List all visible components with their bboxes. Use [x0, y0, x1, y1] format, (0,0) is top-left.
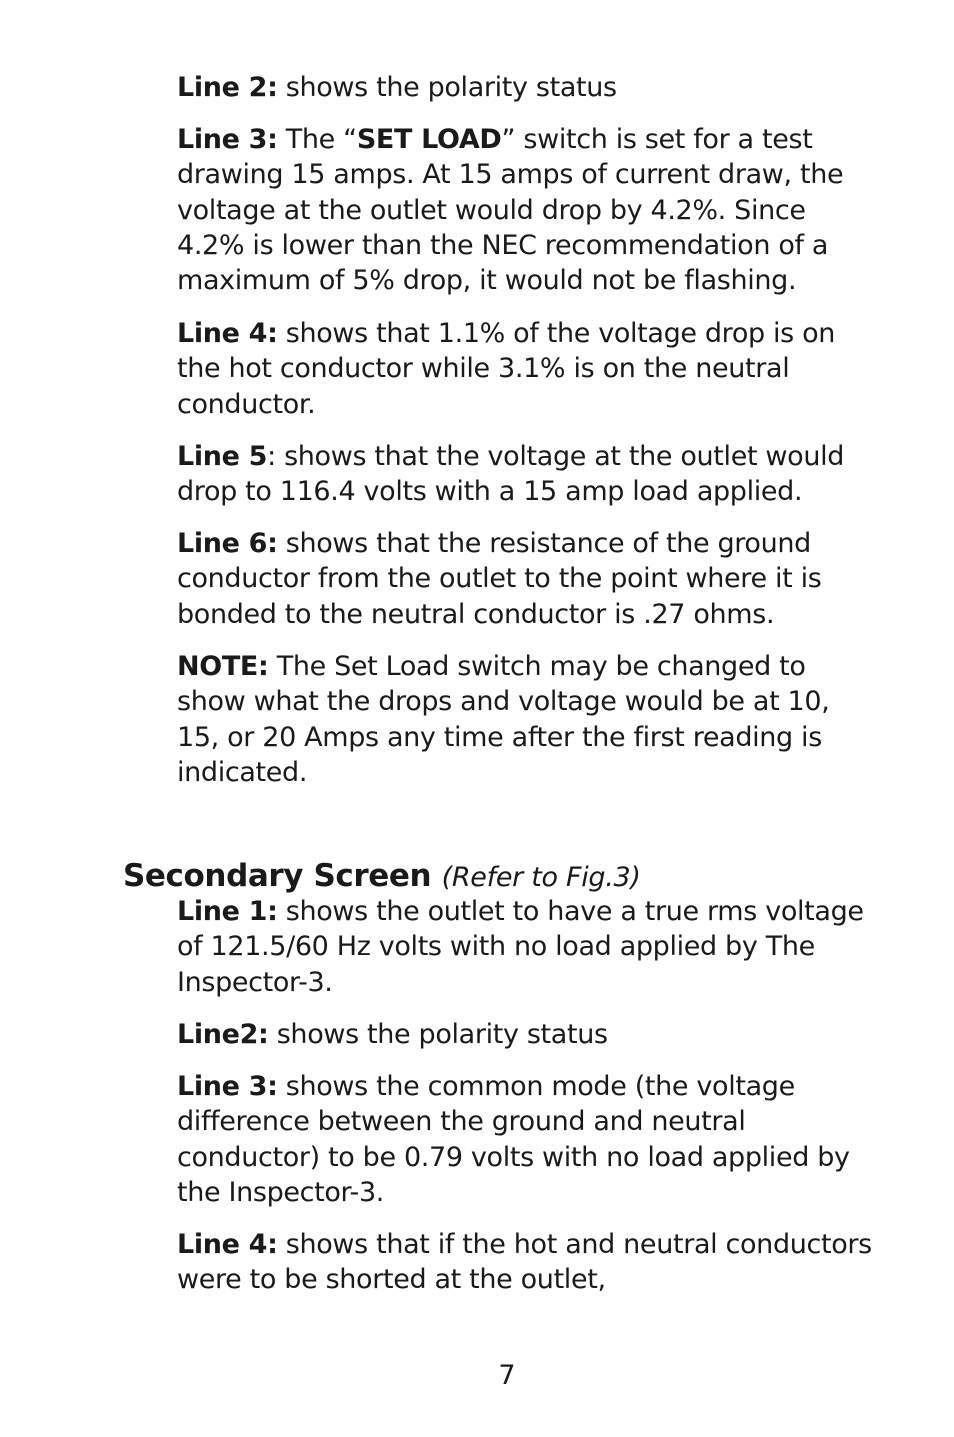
paragraph-note — [177, 649, 877, 790]
paragraph-label: Line2: — [177, 1019, 269, 1050]
paragraph-line-3 — [177, 122, 877, 298]
paragraph-label: Line 5 — [177, 441, 268, 472]
paragraph-text: shows that the resistance of the ground conductor from the outlet to the point where it is bonded to the neutral conductor is .27 ohms. — [177, 528, 822, 630]
paragraph-label: Line 3: — [177, 1071, 278, 1102]
paragraph-line-4 — [177, 316, 877, 422]
paragraph-label: Line 4: — [177, 1229, 278, 1260]
section-title: Secondary Screen — [123, 858, 432, 894]
set-load-emphasis: SET LOAD — [356, 124, 502, 155]
paragraph-text: shows the common mode (the voltage difference between the ground and neutral conductor) to be 0.79 volts with no load applied by the Inspector-3. — [177, 1071, 850, 1208]
paragraph-line-5 — [177, 439, 877, 510]
paragraph-secondary-line-3 — [177, 1069, 877, 1210]
page-number: 7 — [498, 1360, 516, 1391]
paragraph-label: Line 4: — [177, 318, 278, 349]
paragraph-text: shows that 1.1% of the voltage drop is on the hot conductor while 3.1% is on the neutral conductor. — [177, 318, 836, 420]
section-heading — [123, 856, 641, 898]
paragraph-text: The Set Load switch may be changed to show what the drops and voltage would be at 10, 15, or 20 Amps any time after the first reading is indicated. — [177, 651, 830, 788]
paragraph-line-6 — [177, 526, 877, 632]
paragraph-secondary-line-4 — [177, 1227, 877, 1298]
paragraph-text: shows the polarity status — [277, 72, 617, 103]
paragraph-text: shows the outlet to have a true rms voltage of 121.5/60 Hz volts with no load applied by The Inspector-3. — [177, 896, 864, 998]
paragraph-label: Line 2: — [177, 72, 278, 103]
paragraph-text: ” switch is set for a test drawing 15 amps. At 15 amps of current draw, the voltage at the outlet would drop by 4.2%. Since 4.2% is lower than the NEC recommendation of a maximum of 5% drop, it would not be flashing. — [177, 124, 844, 297]
paragraph-label: Line 1: — [177, 896, 278, 927]
note-label: NOTE: — [177, 651, 269, 682]
paragraph-text: shows the polarity status — [268, 1019, 608, 1050]
paragraph-secondary-line-2 — [177, 1017, 877, 1052]
paragraph-label: Line 6: — [177, 528, 278, 559]
paragraph-text: The “ — [277, 124, 357, 155]
paragraph-secondary-line-1 — [177, 894, 877, 1000]
figure-reference: (Refer to Fig.3) — [441, 862, 641, 893]
paragraph-line-2 — [177, 70, 877, 105]
paragraph-text: shows that if the hot and neutral conductors were to be shorted at the outlet, — [177, 1229, 872, 1296]
paragraph-text: : shows that the voltage at the outlet would drop to 116.4 volts with a 15 amp load applied. — [177, 441, 845, 508]
paragraph-label: Line 3: — [177, 124, 278, 155]
